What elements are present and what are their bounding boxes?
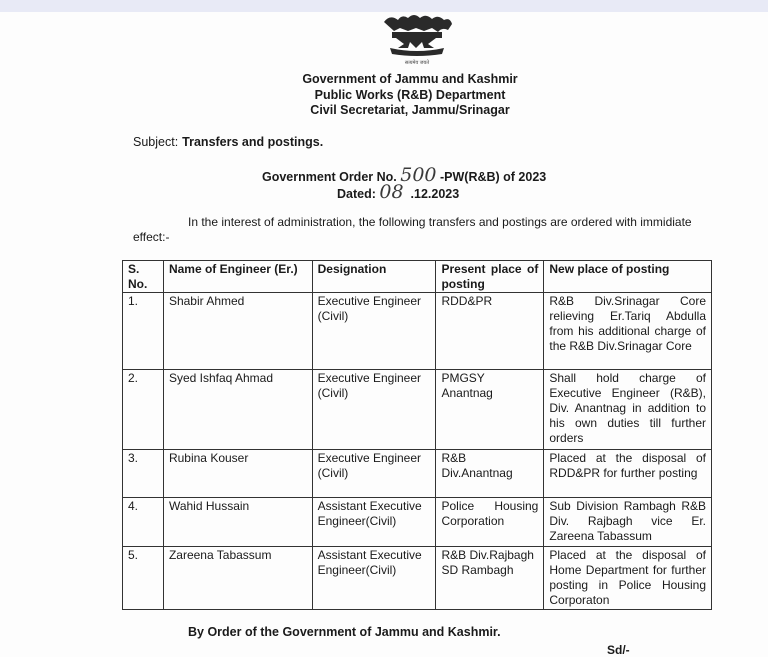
cell-name: Syed Ishfaq Ahmad	[163, 370, 312, 450]
header-new: New place of posting	[544, 261, 712, 293]
cell-new: Sub Division Rambagh R&B Div. Rajbagh vice Er. Zareena Tabassum	[544, 498, 712, 547]
cell-sno: 5.	[123, 547, 164, 610]
subject-line	[133, 135, 323, 149]
cell-present: RDD&PR	[436, 293, 544, 370]
cell-designation: Executive Engineer (Civil)	[312, 450, 436, 498]
cell-present: R&B Div.Rajbagh SD Rambagh	[436, 547, 544, 610]
table-row	[123, 370, 712, 450]
cell-sno: 4.	[123, 498, 164, 547]
intro-text: In the interest of administration, the following transfers and postings are ordered with immidiate effect:-	[133, 215, 692, 244]
cell-new: Shall hold charge of Executive Engineer (R&B), Div. Anantnag in addition to his own duties till further orders	[544, 370, 712, 450]
cell-present: PMGSY Anantnag	[436, 370, 544, 450]
order-day: 08	[379, 181, 404, 203]
cell-present: R&B Div.Anantnag	[436, 450, 544, 498]
cell-name: Rubina Kouser	[163, 450, 312, 498]
transfers-table	[122, 260, 712, 610]
cell-designation: Assistant Executive Engineer(Civil)	[312, 547, 436, 610]
state-emblem-icon	[376, 14, 458, 66]
cell-sno: 2.	[123, 370, 164, 450]
cell-designation: Executive Engineer (Civil)	[312, 370, 436, 450]
department-name: Public Works (R&B) Department	[314, 87, 506, 102]
govt-name: Government of Jammu and Kashmir	[302, 72, 518, 86]
cell-present: Police Housing Corporation	[436, 498, 544, 547]
order-suffix: -PW(R&B) of 2023	[439, 170, 547, 184]
table-row	[123, 498, 712, 547]
header-present: Present place of posting	[436, 261, 544, 293]
office-address: Civil Secretariat, Jammu/Srinagar	[310, 103, 510, 117]
header-name: Name of Engineer (Er.)	[163, 261, 312, 293]
cell-new: Placed at the disposal of RDD&PR for further posting	[544, 450, 712, 498]
cell-new: Placed at the disposal of Home Department for further posting in Police Housing Corporaton	[544, 547, 712, 610]
order-prefix: Government Order No.	[262, 170, 397, 184]
header-designation: Designation	[312, 261, 436, 293]
order-date-rest: .12.2023	[410, 187, 460, 201]
cell-designation: Executive Engineer (Civil)	[312, 293, 436, 370]
cell-new: R&B Div.Srinagar Core relieving Er.Tariq Abdulla from his additional charge of the R&B Div.Srinagar Core	[544, 293, 712, 370]
cell-sno: 1.	[123, 293, 164, 370]
subject-value: Transfers and postings.	[182, 135, 324, 149]
cell-name: Wahid Hussain	[163, 498, 312, 547]
order-number: 500	[400, 164, 437, 186]
subject-label: Subject:	[133, 135, 179, 149]
intro-paragraph	[133, 215, 708, 245]
table-header-row	[123, 261, 712, 293]
order-number-block	[262, 164, 547, 203]
table-row	[123, 293, 712, 370]
cell-name: Shabir Ahmed	[163, 293, 312, 370]
table-row	[123, 450, 712, 498]
header-sno: S. No.	[123, 261, 164, 293]
cell-name: Zareena Tabassum	[163, 547, 312, 610]
letterhead	[250, 72, 570, 119]
signature: Sd/-	[607, 643, 630, 657]
cell-sno: 3.	[123, 450, 164, 498]
top-band	[0, 0, 768, 12]
table-row	[123, 547, 712, 610]
dated-label: Dated:	[337, 187, 376, 201]
by-order-line: By Order of the Government of Jammu and Kashmir.	[188, 625, 501, 639]
emblem-motto: सत्यमेव जयते	[404, 60, 430, 66]
cell-designation: Assistant Executive Engineer(Civil)	[312, 498, 436, 547]
